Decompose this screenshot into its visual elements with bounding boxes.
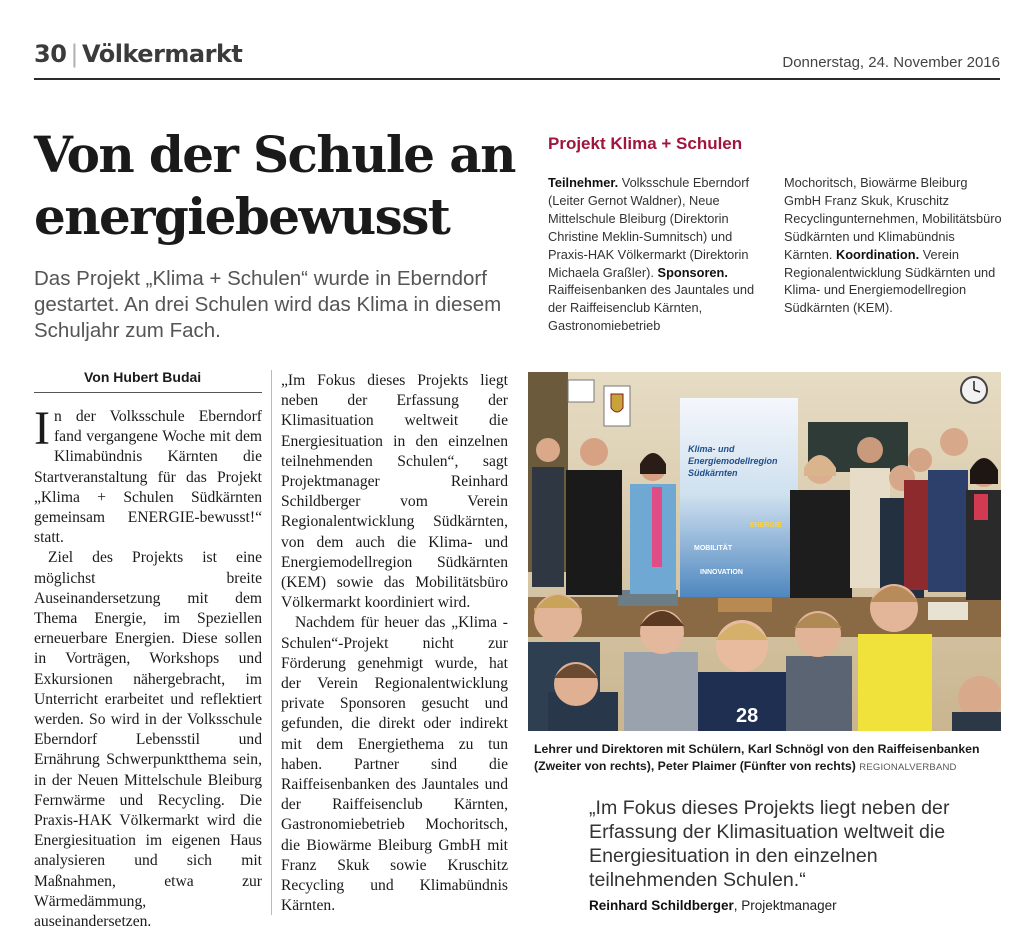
infobox-title: Projekt Klima + Schulen [548, 134, 743, 153]
infobox-column-1 [548, 174, 770, 335]
paragraph: Nachdem für heuer das „Klima - Schulen“-Projekt nicht zur Förderung genehmigt wurde, hat der Verein Regionalentwicklung private Sponsoren gesucht und gefunden, die direkt oder indirekt mit dem Energiethema zu tun haben. Partner sind die Raiffeisenbanken des Jauntales und der Raiffeisenclub Kärnten, Gastronomiebetrieb Mochoritsch, die Biowärme Bleiburg GmbH mit Franz Skuk sowie Kruschitz Recycling und Klimabündnis Kärnten. [281, 614, 508, 915]
paragraph-text: n der Volksschule Eberndorf fand vergangene Woche mit dem Klimabündnis Kärnten die Startveranstaltung für das Projekt „Klima + Schulen Südkärnten gemeinsam ENERGIE-bewusst!“ statt. [34, 408, 262, 547]
quote-author-name: Reinhard Schildberger [589, 898, 734, 913]
pull-quote: „Im Fokus dieses Projekts liegt neben der Erfassung der Klimasituation weltweit die Energiesituation in den einzelnen teilnehmenden Schulen.“ [589, 797, 950, 891]
issue-date: Donnerstag, 24. November 2016 [782, 54, 1000, 71]
banner-mobilitaet: MOBILITÄT [694, 545, 733, 552]
page-header [34, 40, 242, 68]
photo-credit: REGIONALVERBAND [859, 762, 957, 773]
column-divider [271, 370, 272, 915]
photo-illustration [528, 372, 1001, 731]
shirt-number: 28 [736, 705, 759, 727]
sponsors-text-continued: Mochoritsch, Biowärme Bleiburg GmbH Franz Skuk, Kruschitz Recyclingunternehmen, Mobilitätsbüro Südkärnten und Klimabündnis Kärnten. [784, 175, 1002, 262]
banner-line-1: Klima- und [688, 444, 735, 454]
participants-text: Volksschule Eberndorf (Leiter Gernot Waldner), Neue Mittelschule Bleiburg (Direktorin Christine Meklin-Sumnitsch) und Praxis-HAK Völkermarkt (Direktorin Michaela Graßler). [548, 175, 750, 280]
coordination-text: Verein Regionalentwicklung Südkärnten und Klima- und Energiemodellregion Südkärnten (KEM). [784, 246, 996, 316]
subhead: Das Projekt „Klima + Schulen“ wurde in Eberndorf gestartet. An drei Schulen wird das Klima in diesem Schuljahr zum Fach. [34, 267, 502, 342]
page-number: 30 [34, 40, 67, 68]
caption-text: Lehrer und Direktoren mit Schülern, Karl Schnögl von den Raiffeisenbanken (Zweiter von rechts), Peter Plaimer (Fünfter von rechts) [534, 742, 980, 773]
paragraph: Ziel des Projekts ist eine möglichst breite Auseinandersetzung mit dem Thema Energie, im Speziellen erneuerbare Energien. Diese sollen in Vorträgen, Workshops und Exkursionen nähergebracht, im Unterricht erarbeitet und reflektiert werden. So wird in der Volksschule Eberndorf Lebensstil und Ernährung Schwerpunktthema sein, in der Neuen Mittelschule Bleiburg Fernwärme und Recycling. Die Praxis-HAK Völkermarkt wird die Energiesituation im eigenen Haus analysieren und sich mit Maßnahmen, etwa zur Wärmedämmung, auseinandersetzen. [34, 549, 262, 931]
drop-cap: I [34, 402, 50, 455]
paragraph: „Im Fokus dieses Projekts liegt neben der Erfassung der Klimasituation weltweit die Energiesituation in den einzelnen teilnehmenden Schulen“, sagt Projektmanager Reinhard Schildberger vom Verein Regionalentwicklung Südkärnten, von dem auch die Klima- und Energiemodellregion Südkärnten (KEM) sowie das Mobilitätsbüro Völkermarkt koordiniert wird. [281, 372, 508, 612]
participants-label: Teilnehmer. [548, 175, 619, 190]
header-separator: | [70, 40, 78, 68]
quote-attribution [589, 898, 837, 913]
quote-author-role: , Projektmanager [733, 898, 837, 913]
banner-energie: ENERGIE [750, 522, 782, 529]
sponsors-label: Sponsoren. [657, 264, 728, 280]
article-column-1 [34, 402, 262, 932]
sponsors-text: Raiffeisenbanken des Jauntales und der Raiffeisenclub Kärnten, Gastronomiebetrieb [548, 282, 755, 334]
section-name: Völkermarkt [82, 40, 243, 68]
banner-innovation: INNOVATION [700, 569, 743, 576]
banner-line-2: Energiemodellregion [688, 456, 778, 466]
headline: Von der Schule an energiebewusst [34, 125, 515, 246]
group-photo [528, 372, 1001, 731]
header-rule [34, 78, 1000, 80]
coordination-label: Koordination. [835, 246, 920, 262]
paragraph [34, 402, 262, 548]
infobox-column-2 [784, 174, 1004, 317]
byline-rule [34, 392, 262, 393]
article-column-2 [281, 371, 508, 916]
photo-caption [534, 741, 1004, 776]
banner-line-3: Südkärnten [688, 468, 738, 478]
byline: Von Hubert Budai [84, 369, 202, 385]
